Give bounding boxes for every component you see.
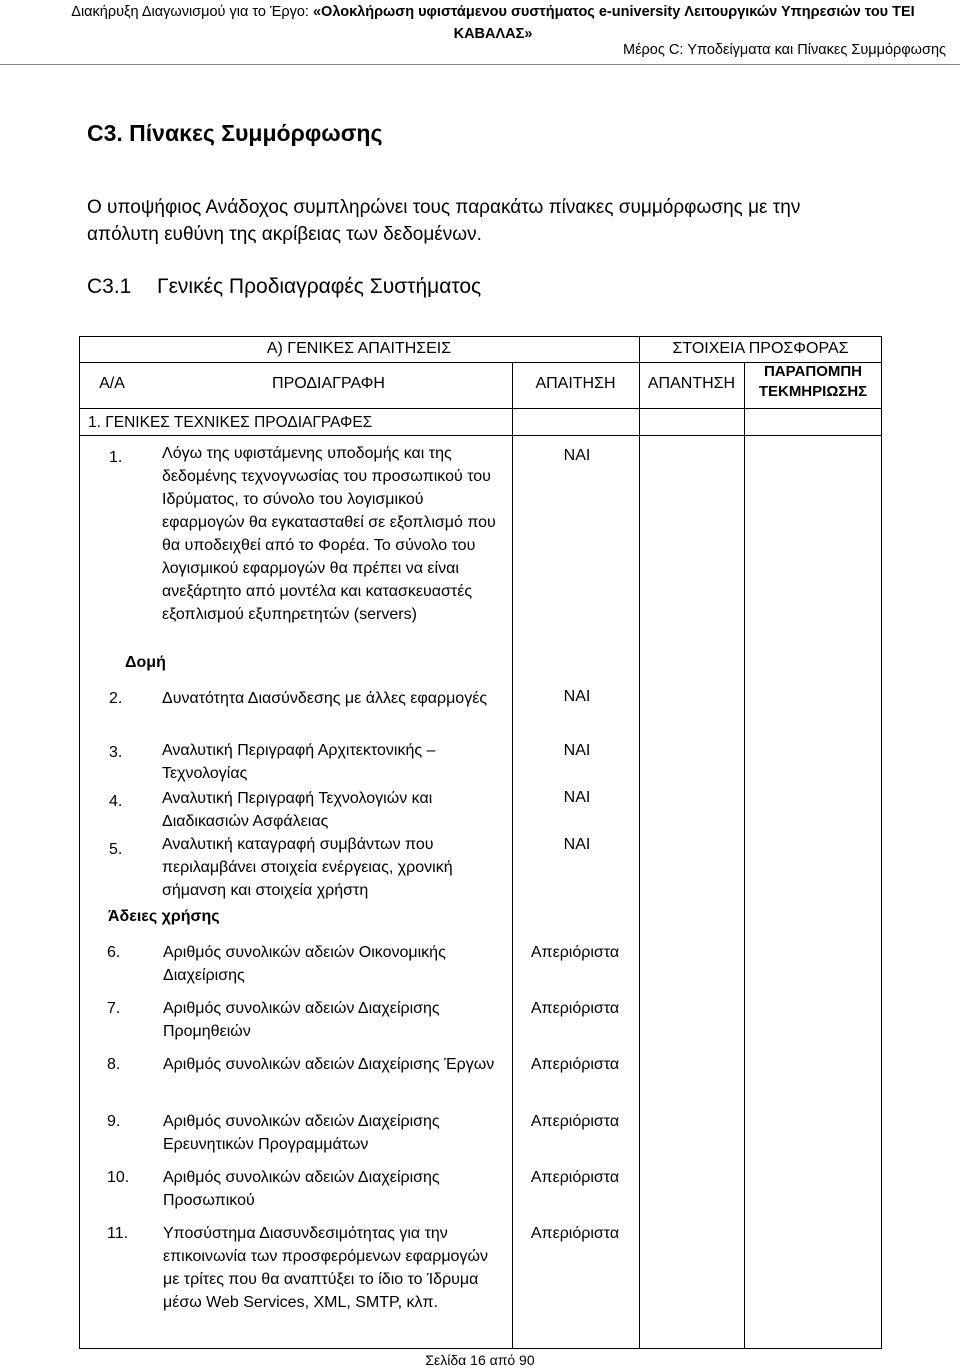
intro-paragraph: Ο υποψήφιος Ανάδοχος συμπληρώνει τους παρακάτω πίνακες συμμόρφωσης με την απόλυτη ευθύνη της ακρίβειας των δεδομένων. xyxy=(87,197,801,245)
item-number: 8. xyxy=(107,1056,121,1073)
header-aa: Α/Α xyxy=(99,375,125,392)
item-requirement: ΝΑΙ xyxy=(563,447,591,464)
header-reference xyxy=(744,362,882,402)
item-number: 5. xyxy=(109,841,123,858)
section-title: C3. Πίνακες Συμμόρφωσης xyxy=(87,120,383,146)
table-border-top xyxy=(79,336,882,337)
header-requirement: ΑΠΑΙΤΗΣΗ xyxy=(535,375,616,392)
item-requirement: Απεριόριστα xyxy=(530,1113,620,1130)
item-number: 11. xyxy=(107,1225,129,1242)
header-offer-details: ΣΤΟΙΧΕΙΑ ΠΡΟΣΦΟΡΑΣ xyxy=(672,340,849,357)
subsection-title xyxy=(87,275,481,299)
item-number: 1. xyxy=(109,449,123,466)
item-requirement: ΝΑΙ xyxy=(563,742,591,759)
item-specification: Λόγω της υφιστάμενης υποδομής και της δεδομένης τεχνογνωσίας του προσωπικού του Ιδρύματος, το σύνολο του λογισμικού εφαρμογών θα εγκατασταθεί σε εξοπλισμό που θα υποδειχθεί από το Φορέα. Το σύνολο του λογισμικού εφαρμογών θα πρέπει να είναι ανεξάρτητο από μοντέλα και κατασκευαστές εξοπλισμού εξυπηρετητών (servers) xyxy=(162,445,496,623)
item-requirement: Απεριόριστα xyxy=(530,1169,620,1186)
header-divider xyxy=(0,64,960,65)
table-border-bottom xyxy=(79,1348,882,1349)
header-specification: ΠΡΟΔΙΑΓΡΑΦΗ xyxy=(272,375,385,392)
compliance-table xyxy=(79,336,882,1349)
item-number: 2. xyxy=(109,690,123,707)
subsection-number: C3.1 xyxy=(87,275,132,298)
document-header-part: Μέρος C: Υποδείγματα και Πίνακες Συμμόρφωσης xyxy=(622,42,946,58)
item-requirement: Απεριόριστα xyxy=(530,944,620,961)
column-divider-requirement xyxy=(512,363,513,1349)
item-number: 6. xyxy=(107,944,121,961)
table-border-right xyxy=(881,336,882,1349)
table-section-line xyxy=(79,435,882,436)
item-specification: Αριθμός συνολικών αδειών Διαχείρισης Προσωπικού xyxy=(163,1169,440,1209)
item-specification: Αριθμός συνολικών αδειών Διαχείρισης Ερευνητικών Προγραμμάτων xyxy=(163,1113,440,1153)
group-label-structure: Δομή xyxy=(125,654,166,671)
item-number: 3. xyxy=(109,744,123,761)
header-project-name: «Ολοκλήρωση υφιστάμενου συστήματος e-university Λειτουργικών Υπηρεσιών του ΤΕΙ ΚΑΒΑΛΑΣ» xyxy=(312,4,915,42)
column-divider-reference xyxy=(744,363,745,1349)
group-label-licenses: Άδειες χρήσης xyxy=(108,908,220,925)
item-requirement: ΝΑΙ xyxy=(563,688,591,705)
item-specification: Αριθμός συνολικών αδειών Διαχείρισης Προμηθειών xyxy=(163,1000,440,1040)
header-reference-line-2: ΤΕΚΜΗΡΙΩΣΗΣ xyxy=(758,383,868,400)
item-specification: Αναλυτική καταγραφή συμβάντων που περιλαμβάνει στοιχεία ενέργειας, χρονική σήμανση και στοιχεία χρήστη xyxy=(162,836,453,899)
item-requirement: Απεριόριστα xyxy=(530,1225,620,1242)
item-specification: Υποσύστημα Διασυνδεσιμότητας για την επικοινωνία των προσφερόμενων εφαρμογών με τρίτες που θα αναπτύξει το ίδιο το Ίδρυμα μέσω Web Services, XML, SMTP, κλπ. xyxy=(163,1225,488,1311)
item-requirement: ΝΑΙ xyxy=(563,836,591,853)
item-number: 10. xyxy=(107,1169,130,1186)
item-specification: Αναλυτική Περιγραφή Αρχιτεκτονικής – Τεχνολογίας xyxy=(162,742,436,782)
item-requirement: Απεριόριστα xyxy=(530,1056,620,1073)
table-border-left xyxy=(79,336,80,1349)
table-header-line-2 xyxy=(79,408,882,409)
item-requirement: Απεριόριστα xyxy=(530,1000,620,1017)
page-number: Σελίδα 16 από 90 xyxy=(425,1352,535,1368)
section-row-label: 1. ΓΕΝΙΚΕΣ ΤΕΧΝΙΚΕΣ ΠΡΟΔΙΑΓΡΑΦΕΣ xyxy=(88,414,373,431)
item-specification: Αριθμός συνολικών αδειών Διαχείρισης Έργων xyxy=(163,1056,495,1073)
header-general-requirements: Α) ΓΕΝΙΚΕΣ ΑΠΑΙΤΗΣΕΙΣ xyxy=(266,340,452,357)
header-prefix: Διακήρυξη Διαγωνισμού για το Έργο: xyxy=(71,4,313,20)
item-number: 9. xyxy=(107,1113,121,1130)
item-number: 4. xyxy=(109,793,123,810)
header-reference-line-1: ΠΑΡΑΠΟΜΠΗ xyxy=(763,363,863,380)
item-specification: Αριθμός συνολικών αδειών Οικονομικής Διαχείρισης xyxy=(163,944,446,984)
item-specification: Δυνατότητα Διασύνδεσης με άλλες εφαρμογές xyxy=(162,690,488,707)
subsection-text: Γενικές Προδιαγραφές Συστήματος xyxy=(157,275,482,298)
item-number: 7. xyxy=(107,1000,121,1017)
item-specification: Αναλυτική Περιγραφή Τεχνολογιών και Διαδικασιών Ασφάλειας xyxy=(162,790,433,830)
item-requirement: ΝΑΙ xyxy=(563,789,591,806)
header-answer: ΑΠΑΝΤΗΣΗ xyxy=(647,375,736,392)
